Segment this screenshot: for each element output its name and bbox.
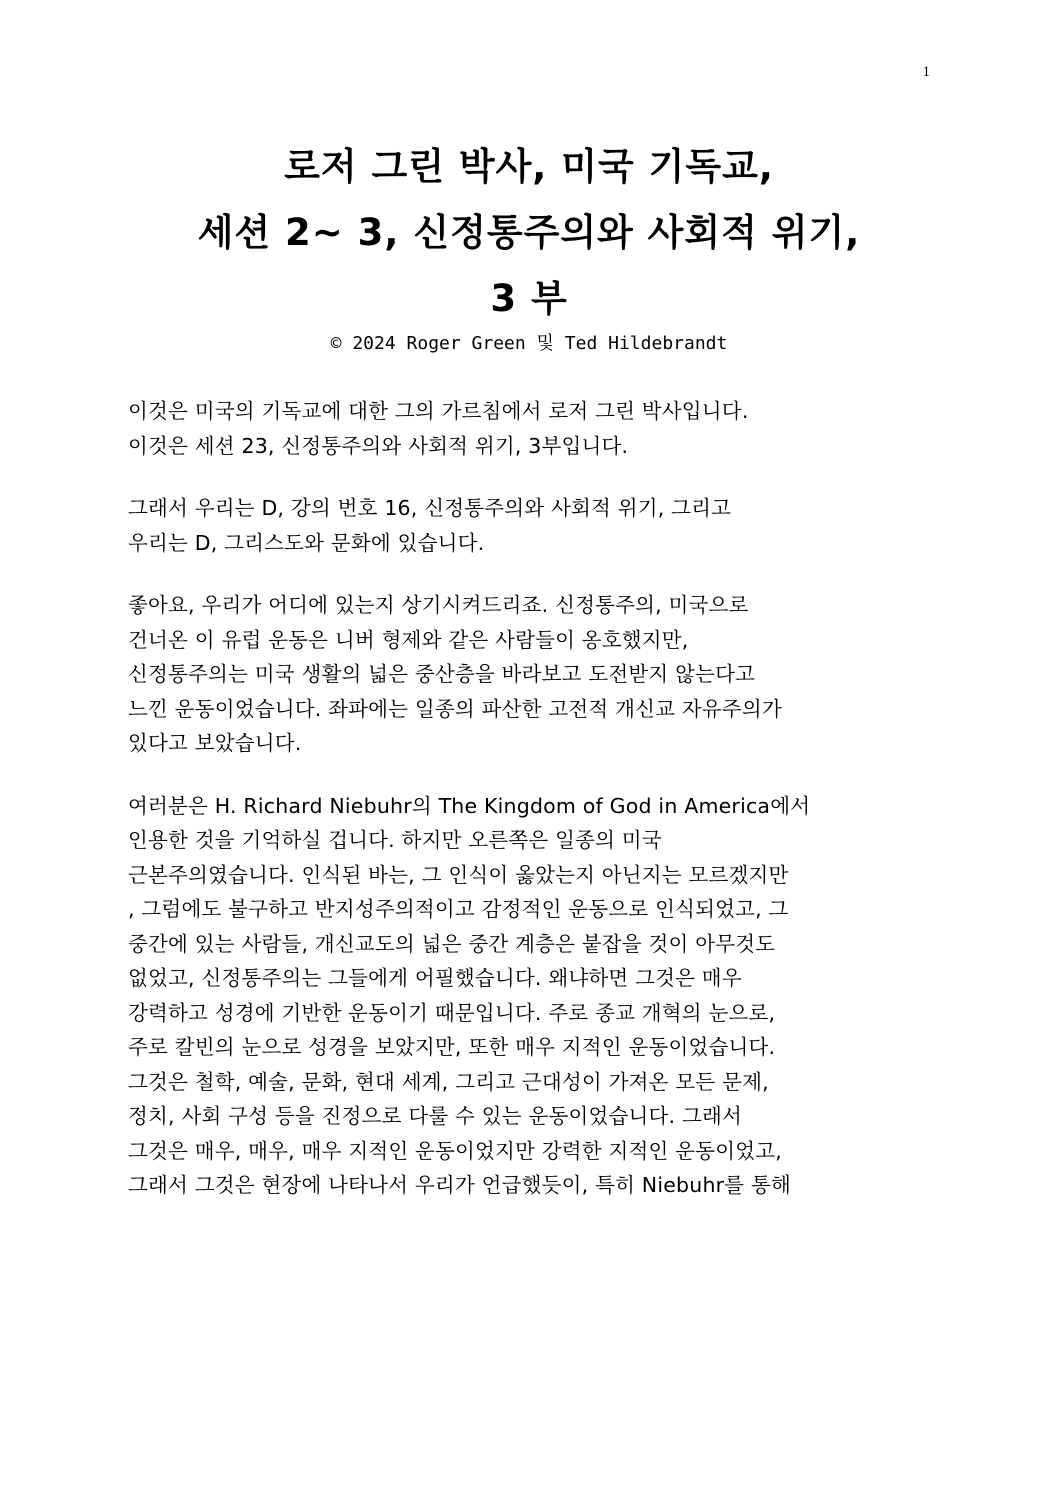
copyright-notice: © 2024 Roger Green 및 Ted Hildebrandt — [330, 333, 728, 354]
body-text — [128, 394, 928, 1231]
paragraph-2 — [128, 491, 928, 560]
paragraph-line: 그것은 매우, 매우, 매우 지적인 운동이었지만 강력한 지적인 운동이었고, — [128, 1138, 782, 1163]
paragraph-line: 강력하고 성경에 기반한 운동이기 때문입니다. 주로 종교 개혁의 눈으로, — [128, 1000, 776, 1025]
paragraph-4 — [128, 789, 928, 1203]
page-number: 1 — [922, 64, 930, 80]
paragraph-line: 인용한 것을 기억하실 겁니다. 하지만 오른쪽은 일종의 미국 — [128, 828, 662, 852]
paragraph-line: 신정통주의는 미국 생활의 넓은 중산층을 바라보고 도전받지 않는다고 — [128, 662, 756, 686]
paragraph-line: 여러분은 H. Richard Niebuhr의 The Kingdom of God in America에서 — [128, 793, 811, 818]
paragraph-line: 정치, 사회 구성 등을 진정으로 다룰 수 있는 운동이었습니다. 그래서 — [128, 1104, 742, 1128]
title-line-3: 3 부 — [490, 277, 568, 320]
paragraph-line: 그것은 철학, 예술, 문화, 현대 세계, 그리고 근대성이 가져온 모든 문제, — [128, 1069, 769, 1094]
paragraph-1 — [128, 394, 928, 463]
document-title — [0, 134, 1058, 332]
paragraph-line: 중간에 있는 사람들, 개신교도의 넓은 중간 계층은 붙잡을 것이 아무것도 — [128, 931, 776, 956]
paragraph-line: 있다고 보았습니다. — [128, 731, 302, 755]
paragraph-line: 우리는 D, 그리스도와 문화에 있습니다. — [128, 530, 485, 555]
paragraph-line: 느낀 운동이었습니다. 좌파에는 일종의 파산한 고전적 개신교 자유주의가 — [128, 696, 782, 721]
paragraph-line: , 그럼에도 불구하고 반지성주의적이고 감정적인 운동으로 인식되었고, 그 — [128, 897, 789, 921]
paragraph-line: 이것은 미국의 기독교에 대한 그의 가르침에서 로저 그린 박사입니다. — [128, 399, 749, 423]
paragraph-line: 좋아요, 우리가 어디에 있는지 상기시켜드리죠. 신정통주의, 미국으로 — [128, 593, 749, 617]
paragraph-line: 그래서 그것은 현장에 나타나서 우리가 언급했듯이, 특히 Niebuhr를 통해 — [128, 1173, 791, 1197]
paragraph-line: 없었고, 신정통주의는 그들에게 어필했습니다. 왜냐하면 그것은 매우 — [128, 966, 742, 990]
paragraph-line: 주로 칼빈의 눈으로 성경을 보았지만, 또한 매우 지적인 운동이었습니다. — [128, 1035, 776, 1059]
paragraph-line: 이것은 세션 23, 신정통주의와 사회적 위기, 3부입니다. — [128, 433, 629, 458]
paragraph-line: 건너온 이 유럽 운동은 니버 형제와 같은 사람들이 옹호했지만, — [128, 627, 689, 652]
paragraph-3 — [128, 588, 928, 761]
title-line-2: 세션 2~ 3, 신정통주의와 사회적 위기, — [197, 211, 861, 254]
paragraph-line: 그래서 우리는 D, 강의 번호 16, 신정통주의와 사회적 위기, 그리고 — [128, 496, 732, 520]
paragraph-line: 근본주의였습니다. 인식된 바는, 그 인식이 옳았는지 아닌지는 모르겠지만 — [128, 862, 789, 887]
title-line-1: 로저 그린 박사, 미국 기독교, — [284, 145, 774, 188]
